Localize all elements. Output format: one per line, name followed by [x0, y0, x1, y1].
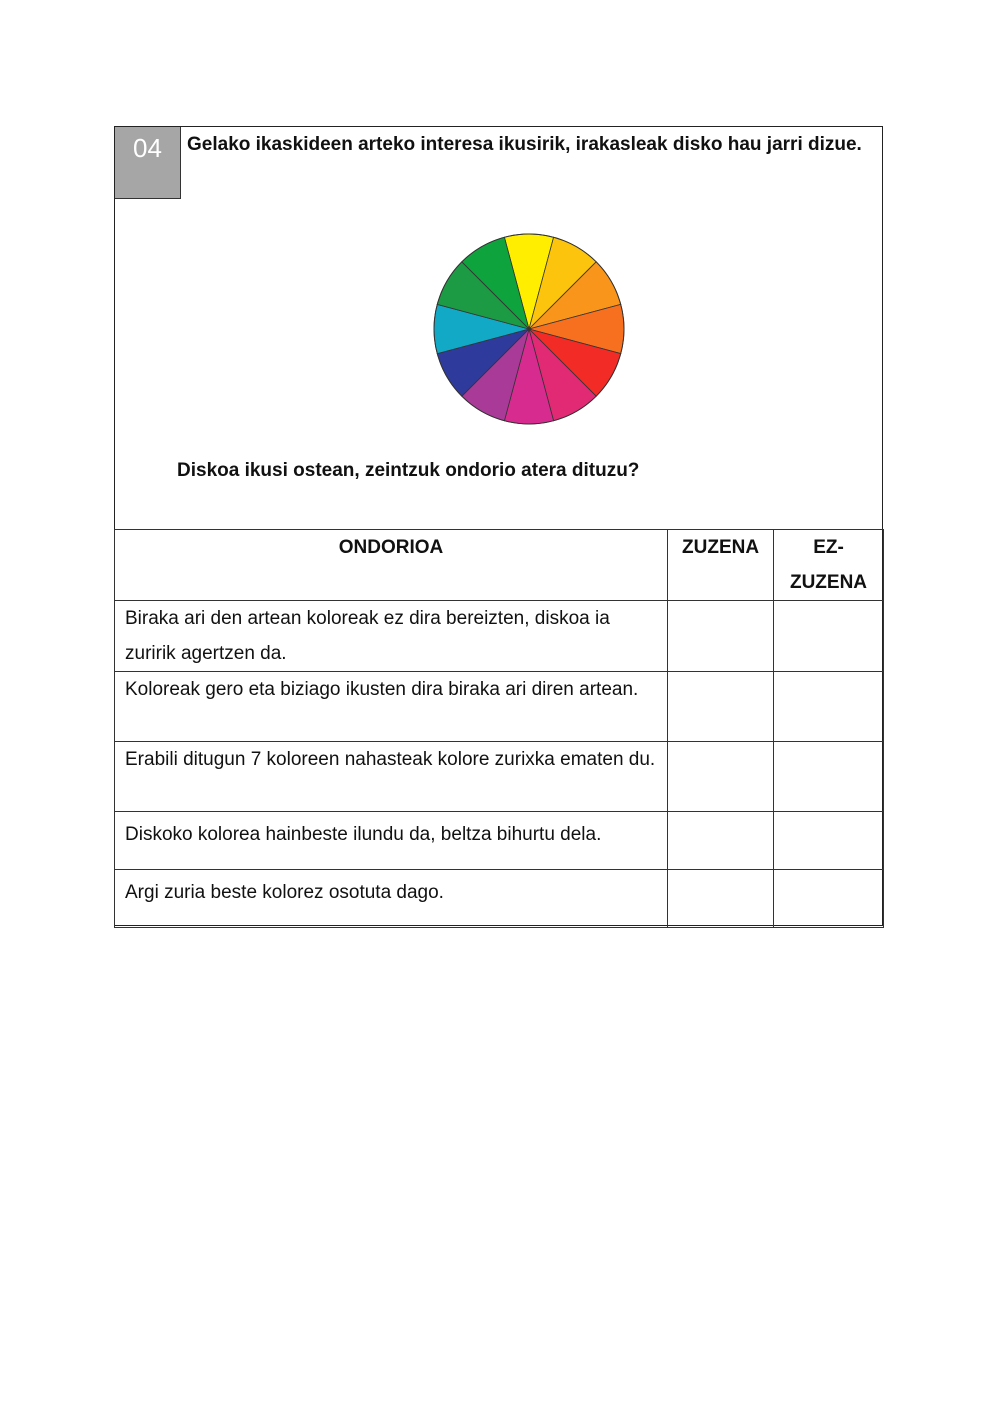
table-row — [115, 601, 884, 672]
header-ondorioa: ONDORIOA — [115, 530, 668, 601]
table-row — [115, 870, 884, 928]
table-row — [115, 812, 884, 870]
row-statement: Biraka ari den artean koloreak ez dira bereizten, diskoa ia zuririk agertzen da. — [115, 601, 668, 672]
table-row — [115, 672, 884, 742]
ez-zuzena-cell[interactable] — [774, 742, 884, 812]
header-ez-zuzena: EZ-ZUZENA — [774, 530, 884, 601]
ez-zuzena-cell[interactable] — [774, 601, 884, 672]
zuzena-cell[interactable] — [668, 601, 774, 672]
row-statement: Erabili ditugun 7 koloreen nahasteak kolore zurixka ematen du. — [115, 742, 668, 812]
table-header-row — [115, 530, 884, 601]
answers-table — [114, 529, 884, 928]
zuzena-cell[interactable] — [668, 742, 774, 812]
zuzena-cell[interactable] — [668, 812, 774, 870]
zuzena-cell[interactable] — [668, 870, 774, 928]
color-wheel — [433, 233, 633, 433]
exercise-number: 04 — [115, 127, 181, 199]
row-statement: Koloreak gero eta biziago ikusten dira biraka ari diren artean. — [115, 672, 668, 742]
ez-zuzena-cell[interactable] — [774, 672, 884, 742]
ez-zuzena-cell[interactable] — [774, 870, 884, 928]
exercise-sheet — [114, 126, 883, 926]
ez-zuzena-cell[interactable] — [774, 812, 884, 870]
row-statement: Diskoko kolorea hainbeste ilundu da, beltza bihurtu dela. — [115, 812, 668, 870]
header-zuzena: ZUZENA — [668, 530, 774, 601]
table-row — [115, 742, 884, 812]
row-statement: Argi zuria beste kolorez osotuta dago. — [115, 870, 668, 928]
zuzena-cell[interactable] — [668, 672, 774, 742]
sub-question: Diskoa ikusi ostean, zeintzuk ondorio atera dituzu? — [177, 460, 640, 481]
question-text: Gelako ikaskideen arteko interesa ikusirik, irakasleak disko hau jarri dizue. — [187, 134, 862, 155]
